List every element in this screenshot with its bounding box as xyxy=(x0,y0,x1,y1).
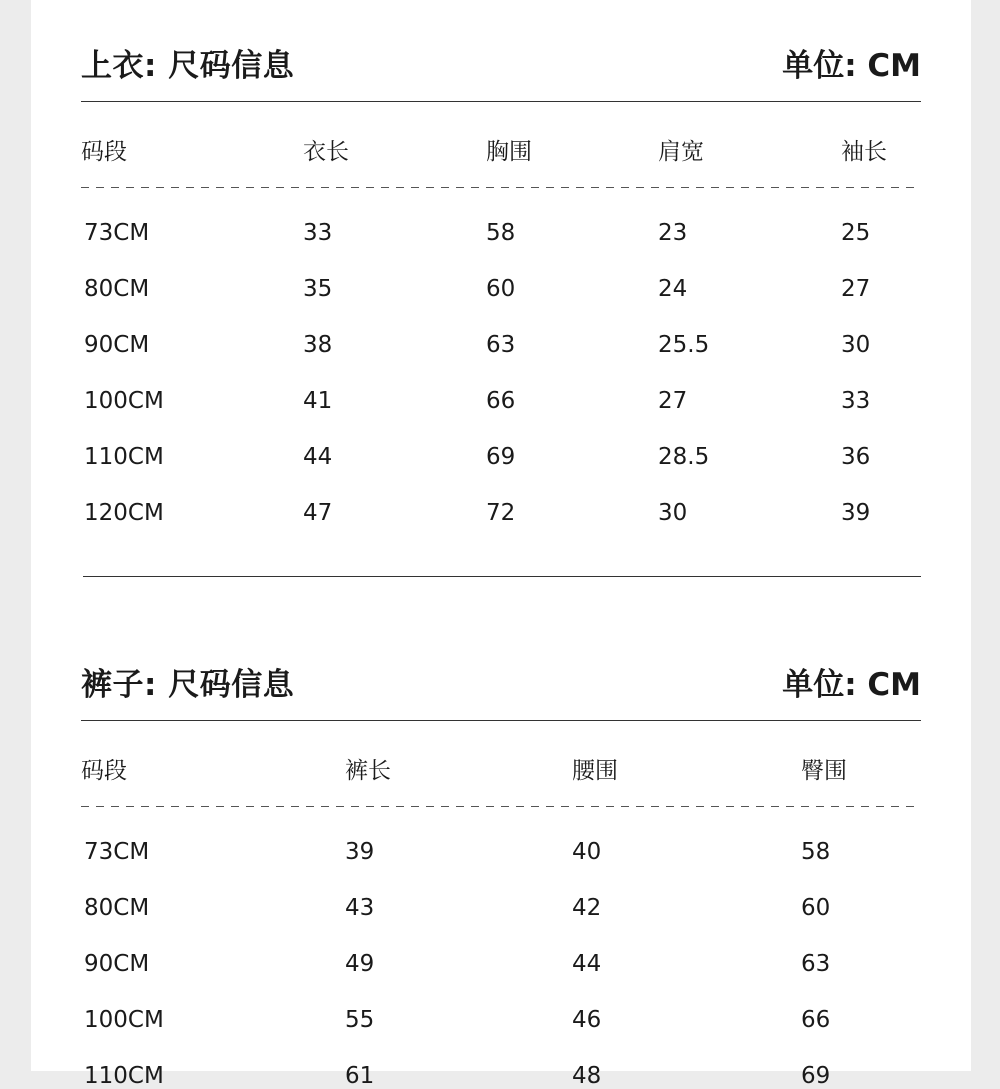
top-col-size: 码段 xyxy=(81,139,127,165)
table-cell: 120CM xyxy=(84,500,164,526)
table-cell: 49 xyxy=(345,951,375,977)
table-cell: 33 xyxy=(303,220,333,246)
top-header-dashed-divider xyxy=(81,187,921,188)
table-cell: 44 xyxy=(572,951,602,977)
top-table-bottom-rule xyxy=(83,576,921,577)
table-cell: 40 xyxy=(572,839,602,865)
table-cell: 90CM xyxy=(84,951,150,977)
table-cell: 90CM xyxy=(84,332,150,358)
table-cell: 42 xyxy=(572,895,602,921)
table-cell: 27 xyxy=(841,276,871,302)
pants-size-unit: 单位: CM xyxy=(782,667,921,703)
top-size-title: 上衣: 尺码信息 xyxy=(81,48,295,84)
pants-header-divider xyxy=(81,720,921,721)
top-col-shoulder: 肩宽 xyxy=(658,139,704,165)
table-cell: 23 xyxy=(658,220,688,246)
table-cell: 110CM xyxy=(84,444,164,470)
table-cell: 72 xyxy=(486,500,516,526)
table-cell: 61 xyxy=(345,1063,375,1089)
table-cell: 46 xyxy=(572,1007,602,1033)
pants-col-size: 码段 xyxy=(81,758,127,784)
table-cell: 30 xyxy=(841,332,871,358)
table-cell: 25 xyxy=(841,220,871,246)
table-cell: 100CM xyxy=(84,1007,164,1033)
top-col-length: 衣长 xyxy=(303,139,349,165)
table-cell: 30 xyxy=(658,500,688,526)
table-cell: 63 xyxy=(486,332,516,358)
table-cell: 25.5 xyxy=(658,332,710,358)
table-cell: 100CM xyxy=(84,388,164,414)
table-cell: 69 xyxy=(486,444,516,470)
table-cell: 47 xyxy=(303,500,333,526)
table-cell: 38 xyxy=(303,332,333,358)
table-cell: 44 xyxy=(303,444,333,470)
pants-col-hip: 臀围 xyxy=(801,758,847,784)
pants-col-waist: 腰围 xyxy=(572,758,618,784)
table-cell: 33 xyxy=(841,388,871,414)
top-col-chest: 胸围 xyxy=(486,139,532,165)
table-cell: 110CM xyxy=(84,1063,164,1089)
top-header-divider xyxy=(81,101,921,102)
table-cell: 48 xyxy=(572,1063,602,1089)
table-cell: 36 xyxy=(841,444,871,470)
pants-col-length: 裤长 xyxy=(345,758,391,784)
table-cell: 63 xyxy=(801,951,831,977)
table-cell: 41 xyxy=(303,388,333,414)
pants-header-dashed-divider xyxy=(81,806,921,807)
table-cell: 43 xyxy=(345,895,375,921)
table-cell: 60 xyxy=(486,276,516,302)
table-cell: 66 xyxy=(801,1007,831,1033)
table-cell: 39 xyxy=(841,500,871,526)
table-cell: 60 xyxy=(801,895,831,921)
table-cell: 28.5 xyxy=(658,444,710,470)
table-cell: 39 xyxy=(345,839,375,865)
pants-size-title: 裤子: 尺码信息 xyxy=(81,667,295,703)
top-col-sleeve: 袖长 xyxy=(841,139,887,165)
table-cell: 58 xyxy=(486,220,516,246)
table-cell: 69 xyxy=(801,1063,831,1089)
table-cell: 80CM xyxy=(84,895,150,921)
table-cell: 27 xyxy=(658,388,688,414)
table-cell: 73CM xyxy=(84,220,150,246)
top-size-section xyxy=(81,24,921,526)
table-cell: 24 xyxy=(658,276,688,302)
top-size-unit: 单位: CM xyxy=(782,48,921,84)
table-cell: 58 xyxy=(801,839,831,865)
pants-size-header xyxy=(81,643,921,703)
table-cell: 66 xyxy=(486,388,516,414)
size-chart-page xyxy=(31,0,971,1089)
table-cell: 73CM xyxy=(84,839,150,865)
table-cell: 35 xyxy=(303,276,333,302)
pants-size-section xyxy=(81,643,921,1089)
table-cell: 55 xyxy=(345,1007,375,1033)
table-cell: 80CM xyxy=(84,276,150,302)
top-size-header xyxy=(81,24,921,84)
